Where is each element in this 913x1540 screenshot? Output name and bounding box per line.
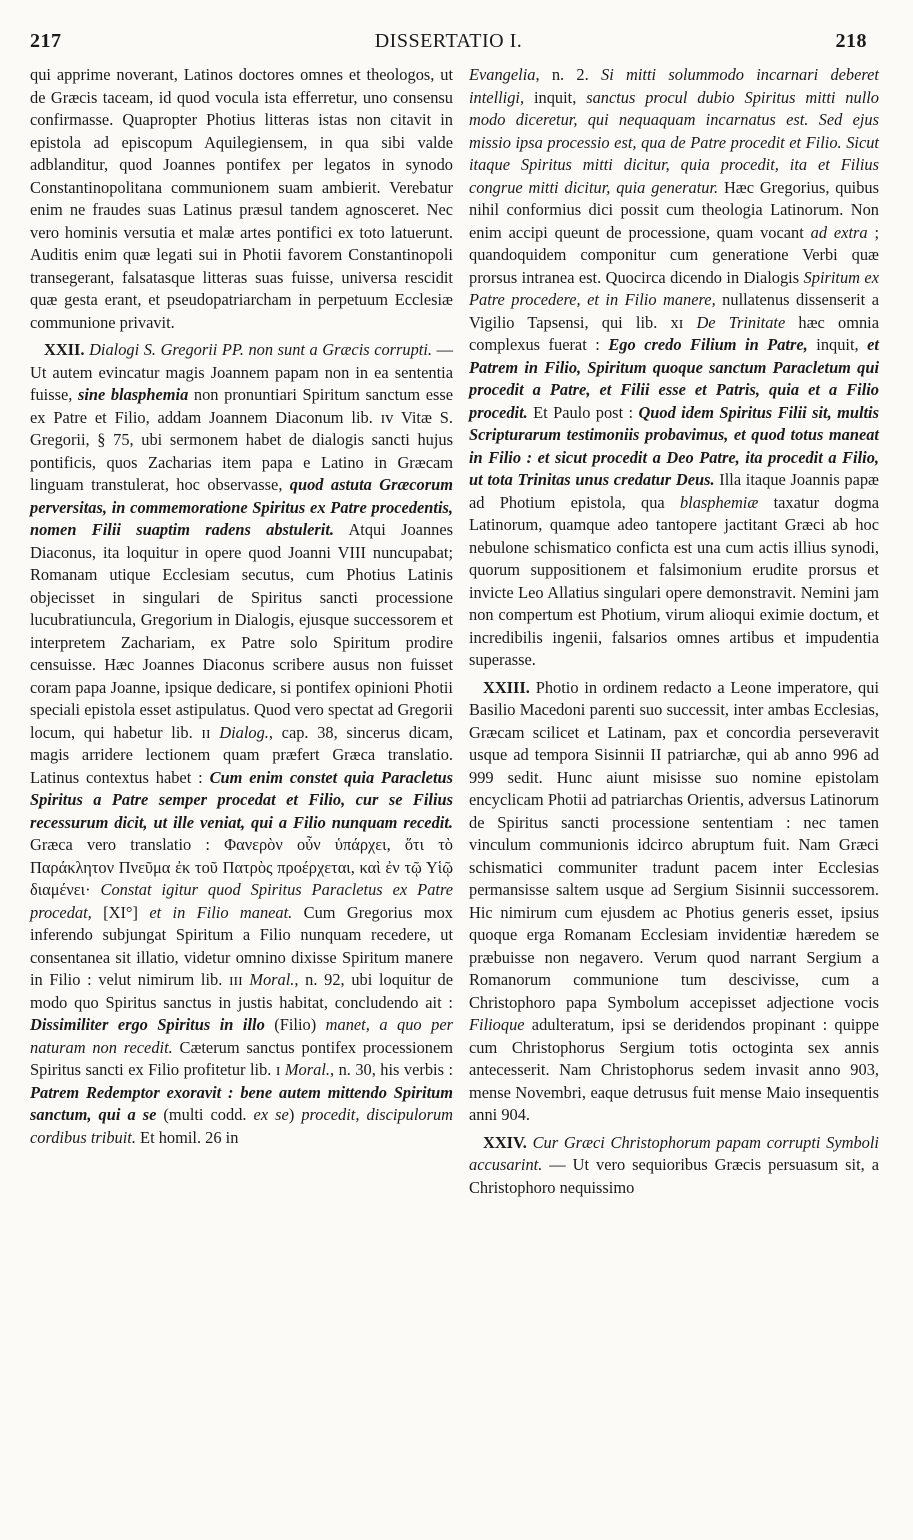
section-number: XXIII. [483, 677, 530, 697]
section-number: XXIV. [483, 1132, 527, 1152]
section-xxiii: XXIII. Photio in ordinem redacto a Leone imperatore, qui Basilio Macedoni parenti suo successit, inter ambas Ecclesias, Græcam scilicet et Latinam, pax et concordia perseveravit usque ad tempora Sisinnii II patriarchæ, qui ab anno 996 ad 999 sedit. Hunc aiunt misisse suo nomine epistolam encyclicam Photii ad patriarchas Orientis, adversus Latinorum de Spiritus sancti processione sententiam : nec tamen vinculum communionis idcirco abruptum fuit. Nam Græci schismatici communiter tradunt pacem inter Ecclesias permansisse saltem usque ad Sergium Sisinnii successorem. Hic nimirum cum ejusdem ac Photius generis esset, ipsius quoque erga Romanam Ecclesiam invidentiæ hæredem se præbuisse non negavero. Verum quod narrant Sergium a Romanorum communione tum descivisse, cum a Christophoro papa Symbolum accepisset adjectione vocis Filioque adulteratum, ipsi se deridendos propinant : quippe cum Christophorus Sergium totis octoginta sex annis antecesserit. Nam Christophorus sedem invasit anno 903, mense Novembri, eaque detrusus fuit mense Maio insequentis anni 904. [469, 677, 879, 1124]
left-column [30, 64, 453, 1149]
section-xxii: XXII. Dialogi S. Gregorii PP. non sunt a Græcis corrupti. — Ut autem evincatur magis Joannem papam non in ea sententia fuisse, sine blasphemia non pronuntiari Spiritum sanctum esse ex Patre et Filio, addam Joannem Diaconum lib. ɪv Vitæ S. Gregorii, § 75, ubi sermonem habet de dialogis sancti hujus pontificis, quos Zacharias item papa e Latino in Græcam linguam transtulerat, hoc observasse, quod astuta Græcorum perversitas, in commemoratione Spiritus ex Patre procedentis, nomen Filii suaptim radens abstulerit. Atqui Joannes Diaconus, ita loquitur in opere quod Joanni VIII nuncupabat; Romanam utique Ecclesiam secutus, cum Photius Latinis objecisset in singulari de Spiritus sancti processione lucubratiuncula, Gregorium in Dialogis, ejusque successorem et interpretem Zachariam, ex Patre solo Spiritum prodire censuisse. Hæc Joannes Diaconus scribere ausus non fuisset coram papa Joanne, ipsique dedicare, si pontifex opinioni Photii speciali epistola esset astipulatus. Quod vero spectat ad Gregorii locum, qui habetur lib. ɪɪ Dialog., cap. 38, sincerus dicam, magis arridere lectionem quam præfert Græca translatio. Latinus contextus habet : Cum enim constet quia Paracletus Spiritus a Patre semper procedat et Filio, cur se Filius recessurum dicit, ut ille veniat, qui a Filio nunquam recedit. Græca vero translatio : Φανερὸν οὖν ὑπάρχει, ὅτι τὸ Παράκλητον Πνεῦμα ἐκ τοῦ Πατρὸς προέρχεται, καὶ ἐν τῷ Υἱῷ διαμένει· Constat igitur quod Spiritus Paracletus ex Patre procedat, [XI°] et in Filio maneat. Cum Gregorius mox inferendo subjungat Spiritum a Filio nunquam recedere, ut consentanea sit illatio, videtur omnino dixisse Spiritum manere in Filio : velut nimirum lib. ɪɪɪ Moral., n. 92, ubi loquitur de modo quo Spiritus sanctus in justis habitat, concludendo ait : Dissimiliter ergo Spiritus in illo (Filio) manet, a quo per naturam non recedit. Cæterum sanctus pontifex processionem Spiritus sancti ex Filio profitetur lib. ɪ Moral., n. 30, his verbis : Patrem Redemptor exoravit : bene autem mittendo Spiritum sanctum, qui a se (multi codd. ex se) procedit, discipulorum cordibus tribuit. Et homil. 26 in [30, 340, 454, 1147]
paragraph-intro: qui apprime noverant, Latinos doctores omnes et theologos, ut de Græcis taceam, id quod vocula ista efferretur, uno consensu confirmasse. Quapropter Photius litteras istas non citavit in epistola ad episcopum Aquilegiensem, in qua sibi valde adblanditur, quod Joannes pontifex per legatos in synodo Constantinopolitana communionem suam ambierit. Verebatur enim ne fraudes suas Latinus præsul tandem agnosceret. Nec vero hominis versutia et malæ artes pontifici ex toto latuerunt. Auditis enim quæ legati sui in Photii favorem Constantinopoli transegerant, falsatasque litteras suas fuisse, universa rescidit quæ gesta erant, et pseudopatriarcham in perpetuum Ecclesiæ communione privavit. [30, 65, 453, 332]
section-number: XXII. [44, 340, 85, 359]
page-number-right: 218 [835, 30, 867, 52]
page-number-left: 217 [30, 30, 62, 52]
right-column [469, 64, 879, 1199]
section-title: Cur Græci Christophorum papam corrupti Symboli accusarint. [469, 1132, 879, 1174]
running-header [30, 30, 867, 58]
running-title: DISSERTATIO I. [374, 30, 523, 52]
section-xxiv: XXIV. Cur Græci Christophorum papam corrupti Symboli accusarint. — Ut vero sequioribus Græcis persuasum sit, a Christophoro nequissimo [469, 1132, 879, 1197]
section-title: Dialogi S. Gregorii PP. non sunt a Græcis corrupti. [89, 340, 433, 359]
paragraph-continued: Evangelia, n. 2. Si mitti solummodo incarnari deberet intelligi, inquit, sanctus procul dubio Spiritus mitti nullo modo diceretur, qui nequaquam incarnatus est. Sed ejus missio ipsa processio est, qua de Patre procedit et Filio. Sicut itaque Spiritus mitti dicitur, quia procedit, ita et Filius congrue mitti dicitur, quia generatur. Hæc Gregorius, quibus nihil conformius dici possit cum theologia Latinorum. Non enim accipi queunt de processione, quam vocant ad extra ; quandoquidem componitur cum generatione Verbi quæ prorsus intranea est. Quocirca dicendo in Dialogis Spiritum ex Patre procedere, et in Filio manere, nullatenus dissenserit a Vigilio Tapsensi, qui lib. xɪ De Trinitate hæc omnia complexus fuerat : Ego credo Filium in Patre, inquit, et Patrem in Filio, Spiritum quoque sanctum Paracletum qui procedit a Patre, et Filii esse et Patris, quia et a Filio procedit. Et Paulo post : Quod idem Spiritus Filii sit, multis Scripturarum testimoniis probavimus, et quod totus maneat in Filio : et sicut procedit a Deo Patre, ita procedit a Filio, ut tota Trinitas unus credatur Deus. Illa itaque Joannis papæ ad Photium epistola, qua blasphemiæ taxatur dogma Latinorum, quamque adeo tantopere jactitant Græci ab hoc nebulone schismatico conficta est una cum actis illius synodi, quorum suppositionem et falsimonium erudite prorsus et invicte Leo Allatius singulari opere demonstravit. Nemini jam non compertum est Photium, virum alioqui eximie doctum, et incredibilis ingenii, falsarios omnes artibus et impudentia superasse. [469, 65, 880, 669]
